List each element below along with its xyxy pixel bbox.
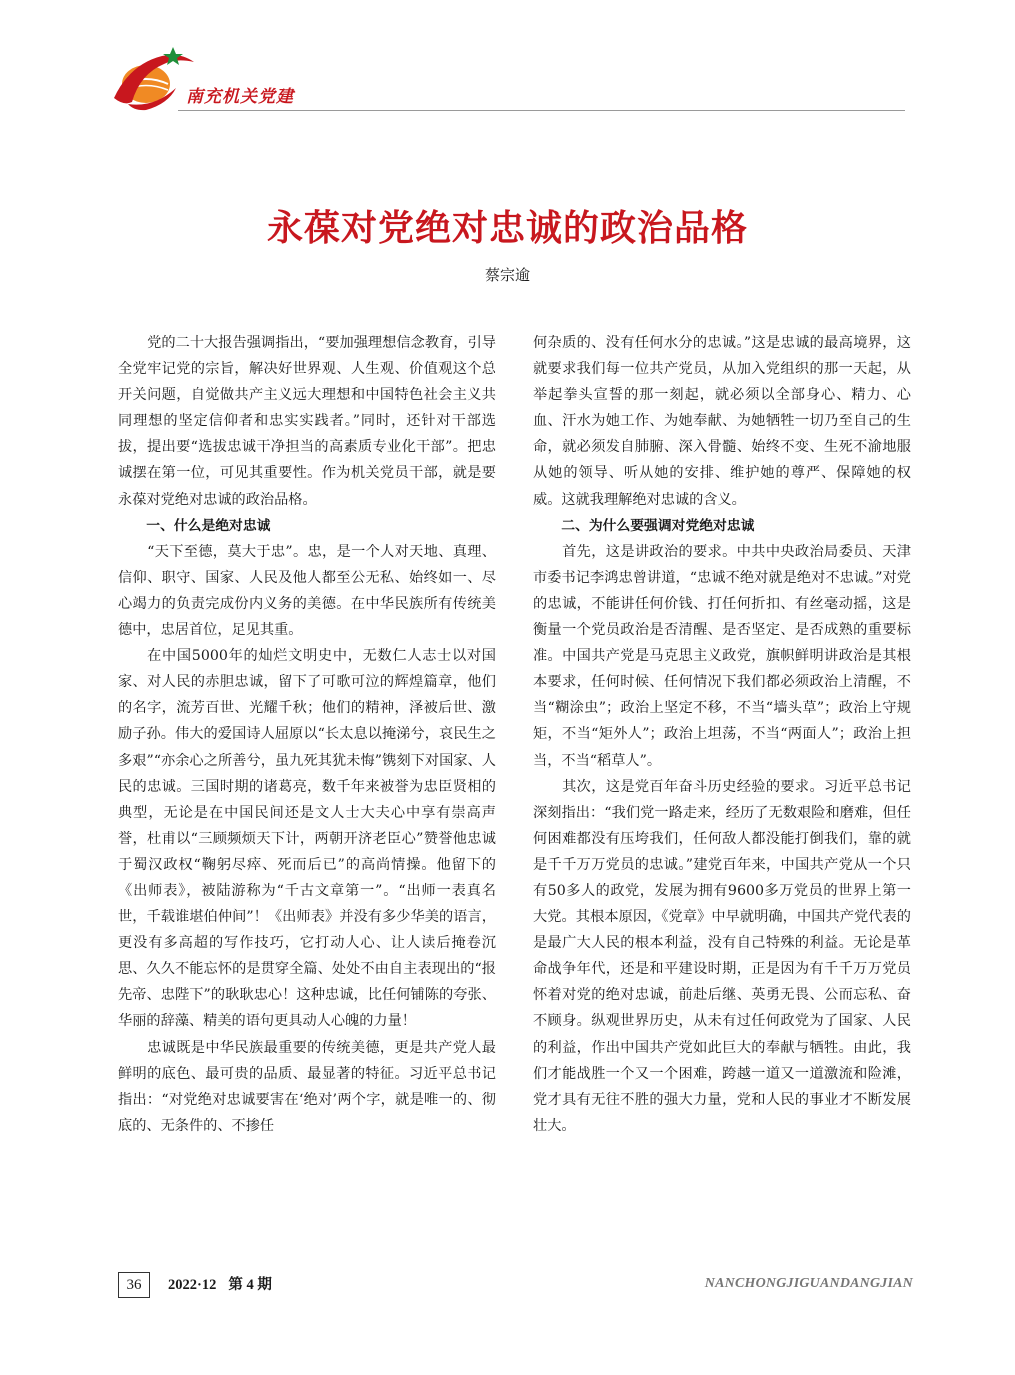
- paragraph: 首先，这是讲政治的要求。中共中央政治局委员、天津市委书记李鸿忠曾讲道，“忠诚不绝对就是绝对不忠诚。”对党的忠诚，不能讲任何价钱、打任何折扣、有丝毫动摇，这是衡量一个党员政治是否清醒、是否坚定、是否成熟的重要标准。中国共产党是马克思主义政党，旗帜鲜明讲政治是其根本要求，任何时候、任何情况下我们都必须政治上清醒，不当“糊涂虫”；政治上坚定不移，不当“墙头草”；政治上守规矩，不当“矩外人”；政治上坦荡，不当“两面人”；政治上担当，不当“稻草人”。: [533, 543, 911, 769]
- issue-date: 2022·12: [168, 1277, 217, 1293]
- journal-brand: 南充机关党建: [186, 87, 294, 107]
- article-author: 蔡宗逾: [484, 266, 530, 284]
- paragraph: “天下至德，莫大于忠”。忠，是一个人对天地、真理、信仰、职守、国家、人民及他人都至公无私、始终如一、尽心竭力的负责完成份内义务的美德。在中华民族所有传统美德中，忠居首位，足见其重。: [118, 543, 496, 639]
- paragraph: 何杂质的、没有任何水分的忠诚。”这是忠诚的最高境界，这就要求我们每一位共产党员，从加入党组织的那一天起，从举起拳头宣誓的那一刻起，就必须以全部身心、精力、心血、汗水为她工作、为她奉献、为她牺牲一切乃至自己的生命，就必须发自肺腑、深入骨髓、始终不变、生死不渝地服从她的领导、听从她的安排、维护她的尊严、保障她的权威。这就我理解绝对忠诚的含义。: [533, 335, 911, 508]
- journal-logo-icon: [110, 44, 196, 112]
- paragraph: 其次，这是党百年奋斗历史经验的要求。习近平总书记深刻指出：“我们党一路走来，经历了无数艰险和磨难，但任何困难都没有压垮我们，任何敌人都没能打倒我们，靠的就是千千万万党员的忠诚。”建党百年来，中国共产党从一个只有50多人的政党，发展为拥有9600多万党员的世界上第一大党。其根本原因，《党章》中早就明确，中国共产党代表的是最广大人民的根本利益，没有自己特殊的利益。无论是革命战争年代，还是和平建设时期，正是因为有千千万万党员怀着对党的绝对忠诚，前赴后继、英勇无畏、公而忘私、奋不顾身。纵观世界历史，从未有过任何政党为了国家、人民的利益，作出中国共产党如此巨大的奉献与牺牲。由此，我们才能战胜一个又一个困难，跨越一道又一道激流和险滩，党才具有无往不胜的强大力量，党和人民的事业才不断发展壮大。: [533, 778, 911, 1134]
- page-number: 36: [118, 1272, 150, 1298]
- issue-number: 第 4 期: [228, 1277, 272, 1293]
- section-heading: 二、为什么要强调对党绝对忠诚: [561, 517, 755, 534]
- right-column: [533, 330, 911, 1139]
- issue-info: [168, 1274, 272, 1296]
- section-heading: 一、什么是绝对忠诚: [146, 517, 271, 534]
- page-header: [110, 40, 905, 120]
- page-footer: [118, 1272, 913, 1302]
- journal-name-english: NANCHONGJIGUANDANGJIAN: [704, 1276, 913, 1291]
- left-column: [118, 330, 496, 1139]
- paragraph: 在中国5000年的灿烂文明史中，无数仁人志士以对国家、对人民的赤胆忠诚，留下了可歌可泣的辉煌篇章，他们的名字，流芳百世、光耀千秋；他们的精神，泽被后世、激励子孙。伟大的爱国诗人屈原以“长太息以掩涕兮，哀民生之多艰”“亦余心之所善兮，虽九死其犹未悔”镌刻下对国家、人民的忠诚。三国时期的诸葛亮，数千年来被誉为忠臣贤相的典型，无论是在中国民间还是文人士大夫心中享有崇高声誉，杜甫以“三顾频烦天下计，两朝开济老臣心”赞誉他忠诚于蜀汉政权“鞠躬尽瘁、死而后已”的高尚情操。他留下的《出师表》，被陆游称为“千古文章第一”。“出师一表真名世，千载谁堪伯仲间”！《出师表》并没有多少华美的语言，更没有多高超的写作技巧，它打动人心、让人读后掩卷沉思、久久不能忘怀的是贯穿全篇、处处不由自主表现出的“报先帝、忠陛下”的耿耿忠心！这种忠诚，比任何铺陈的夸张、华丽的辞藻、精美的语句更具动人心魄的力量！: [118, 648, 496, 1030]
- paragraph: 党的二十大报告强调指出，“要加强理想信念教育，引导全党牢记党的宗旨，解决好世界观、人生观、价值观这个总开关问题，自觉做共产主义远大理想和中国特色社会主义共同理想的坚定信仰者和忠实实践者。”同时，还针对干部选拔，提出要“选拔忠诚干净担当的高素质专业化干部”。把忠诚摆在第一位，可见其重要性。作为机关党员干部，就是要永葆对党绝对忠诚的政治品格。: [118, 335, 496, 508]
- header-divider: [178, 110, 905, 111]
- article-title: 永葆对党绝对忠诚的政治品格: [266, 207, 748, 249]
- paragraph: 忠诚既是中华民族最重要的传统美德，更是共产党人最鲜明的底色、最可贵的品质、最显著的特征。习近平总书记指出：“对党绝对忠诚要害在‘绝对’两个字，就是唯一的、彻底的、无条件的、不掺任: [118, 1039, 496, 1134]
